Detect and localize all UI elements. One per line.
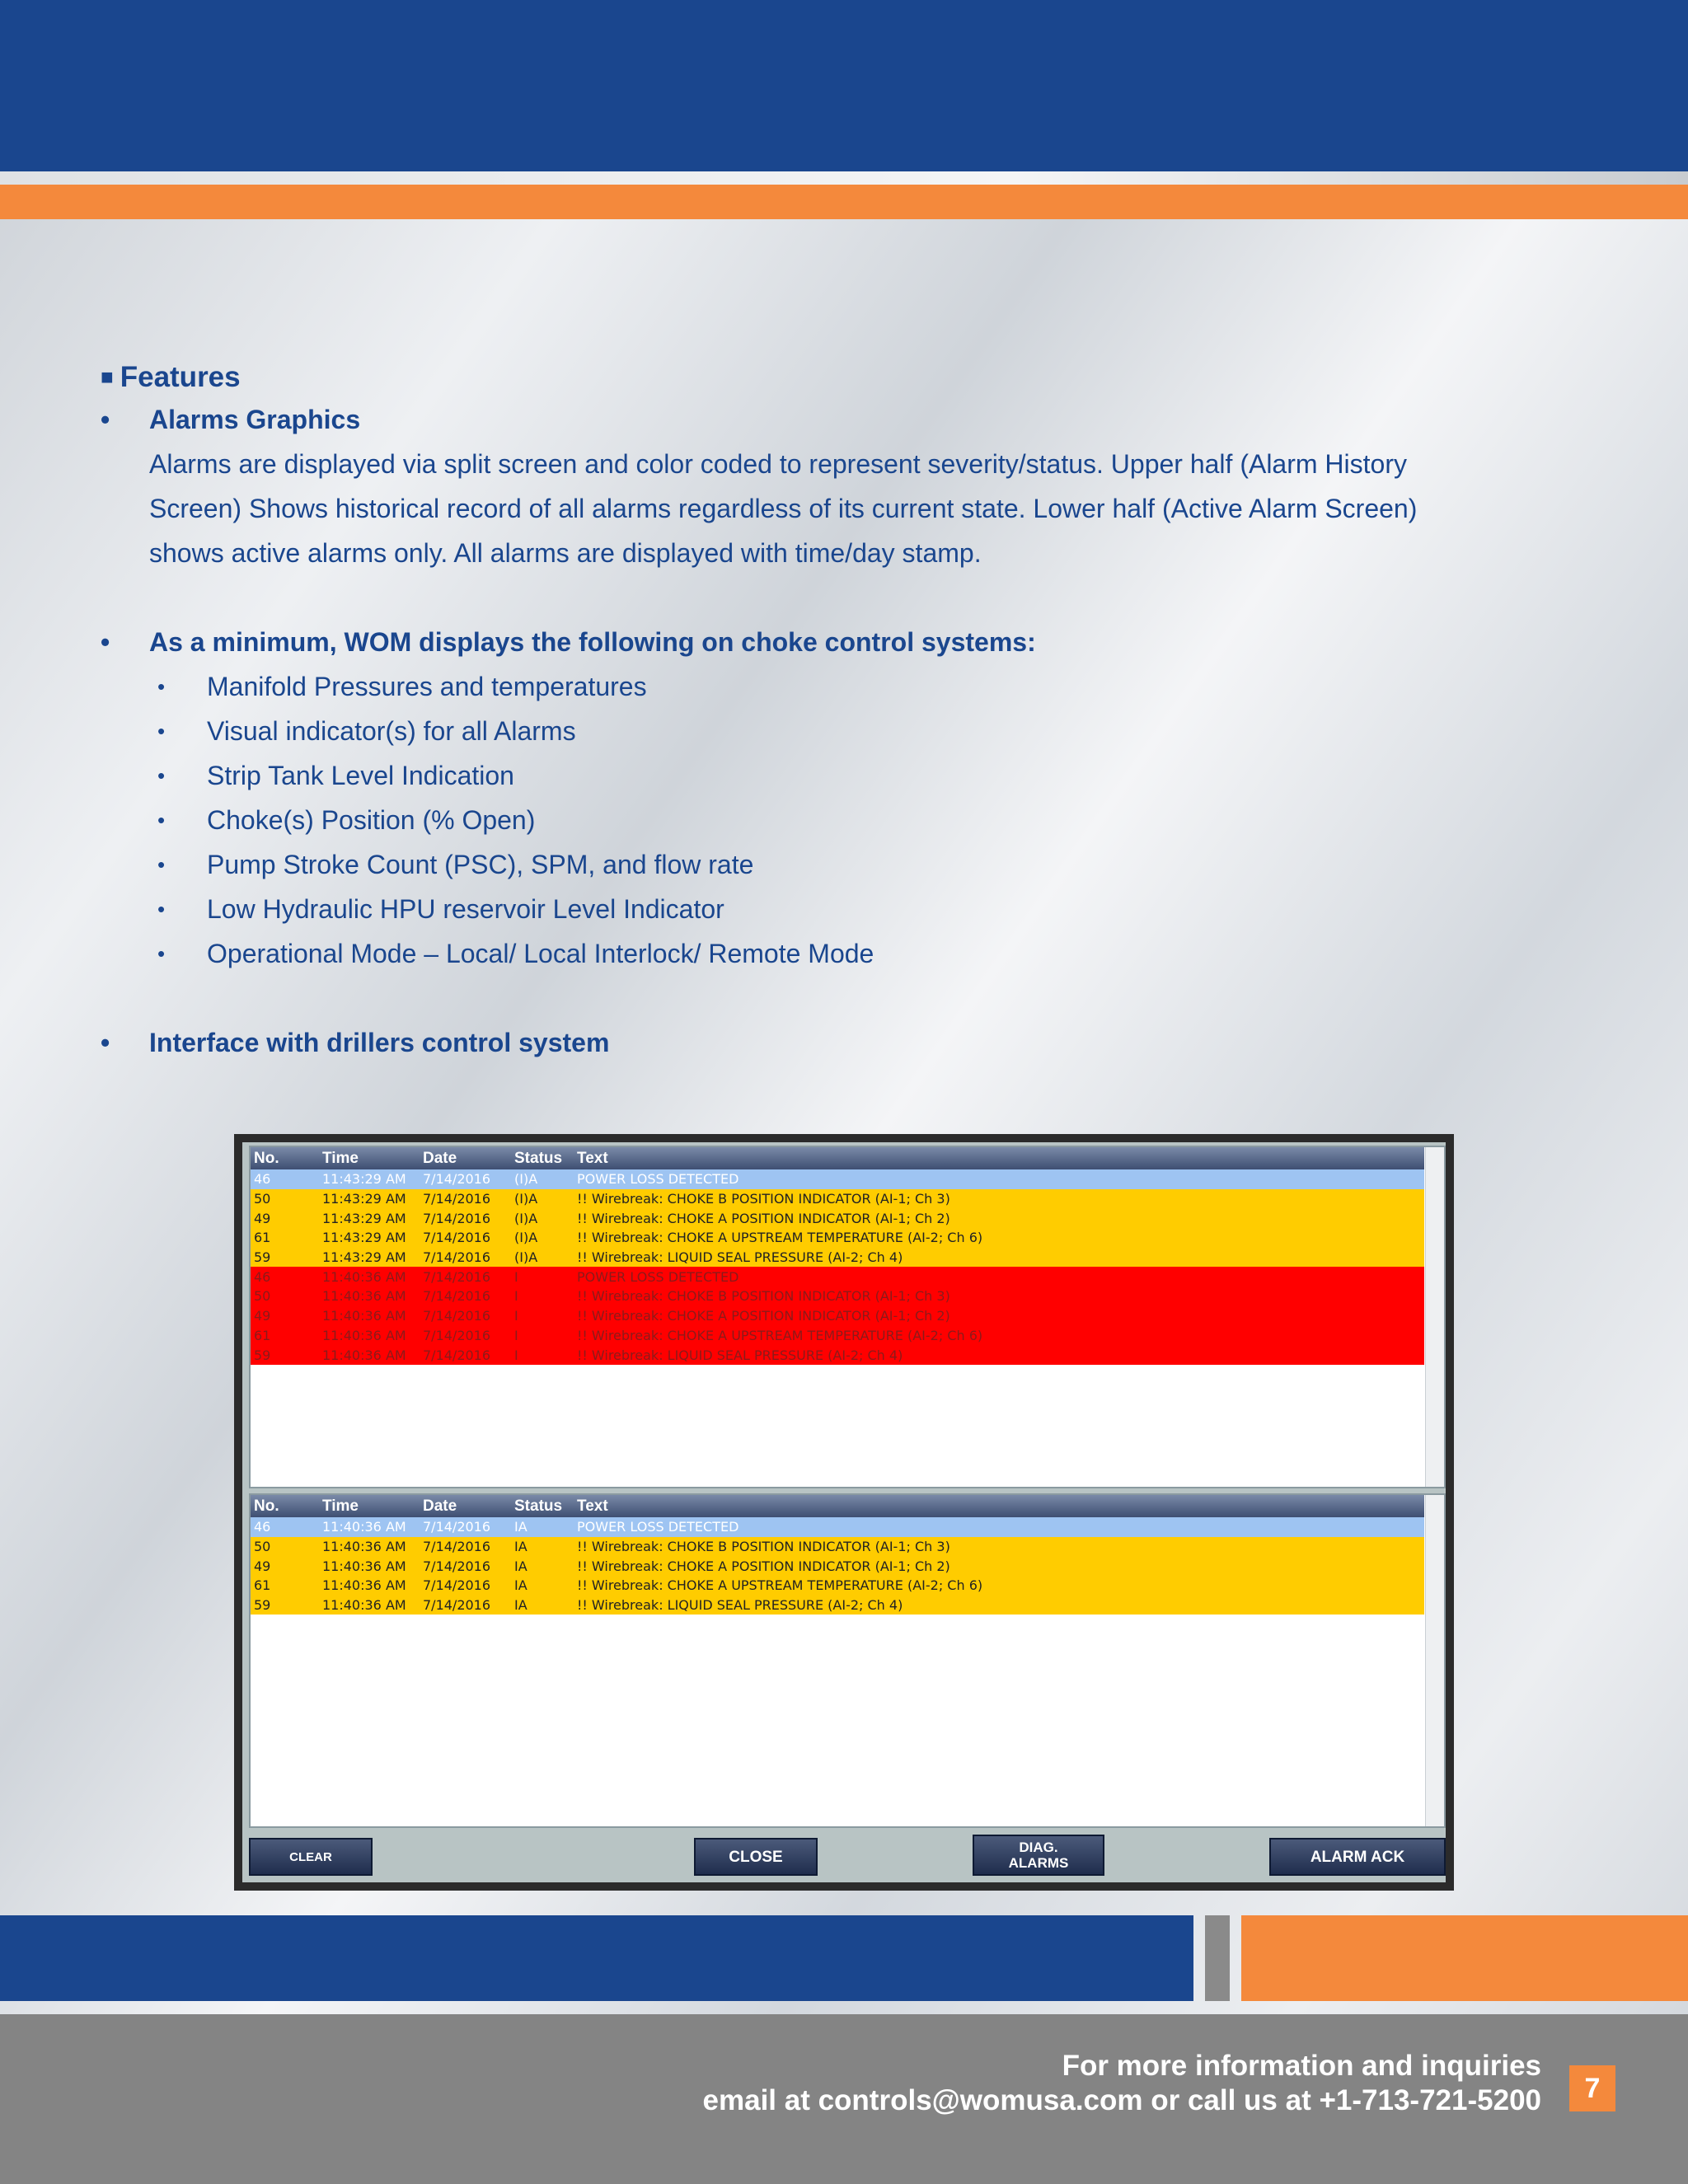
list-item: • Choke(s) Position (% Open): [101, 798, 1502, 842]
alarm-screen-window: [234, 1134, 1454, 1891]
cell-text: POWER LOSS DETECTED: [577, 1268, 739, 1285]
table-row[interactable]: [251, 1326, 1424, 1346]
footer-line-2: email at controls@womusa.com or call us at +1-713-721-5200: [702, 2084, 1541, 2116]
column-header-time[interactable]: Time: [322, 1149, 359, 1167]
cell-no: 49: [254, 1308, 271, 1324]
cell-time: 11:40:36 AM: [322, 1577, 406, 1594]
cell-text: !! Wirebreak: CHOKE A UPSTREAM TEMPERATURE (AI-2; Ch 6): [577, 1230, 983, 1246]
cell-no: 46: [254, 1171, 271, 1188]
cell-date: 7/14/2016: [423, 1347, 491, 1363]
cell-text: !! Wirebreak: LIQUID SEAL PRESSURE (AI-2; Ch 4): [577, 1597, 903, 1614]
table-row[interactable]: [251, 1596, 1424, 1615]
table-row[interactable]: [251, 1267, 1424, 1286]
cell-status: I: [514, 1308, 518, 1324]
cell-status: IA: [514, 1519, 528, 1535]
column-header-no[interactable]: No.: [254, 1149, 279, 1167]
alarm-history-pane[interactable]: [249, 1146, 1446, 1488]
features-section: [101, 356, 1502, 1065]
table-row[interactable]: [251, 1248, 1424, 1268]
cell-no: 46: [254, 1268, 271, 1285]
cell-time: 11:43:29 AM: [322, 1171, 406, 1188]
cell-no: 61: [254, 1327, 271, 1343]
cell-date: 7/14/2016: [423, 1230, 491, 1246]
cell-time: 11:40:36 AM: [322, 1308, 406, 1324]
footer-contact: [703, 2049, 1541, 2118]
active-alarm-pane[interactable]: [249, 1493, 1446, 1828]
cell-date: 7/14/2016: [423, 1519, 491, 1535]
cell-date: 7/14/2016: [423, 1308, 491, 1324]
alarm-screen-body: [242, 1142, 1446, 1882]
diag-alarms-label-line-1: DIAG.: [1019, 1840, 1058, 1855]
table-row[interactable]: [251, 1576, 1424, 1596]
cell-date: 7/14/2016: [423, 1539, 491, 1555]
cell-no: 59: [254, 1347, 271, 1363]
cell-no: 50: [254, 1191, 271, 1207]
alarms-graphics-title: • Alarms Graphics: [101, 397, 1502, 442]
cell-time: 11:43:29 AM: [322, 1230, 406, 1246]
cell-time: 11:40:36 AM: [322, 1327, 406, 1343]
cell-status: I: [514, 1347, 518, 1363]
footer-line-1: For more information and inquiries: [1062, 2050, 1541, 2082]
cell-time: 11:43:29 AM: [322, 1249, 406, 1266]
column-header-date[interactable]: Date: [423, 1497, 457, 1515]
cell-status: (I)A: [514, 1171, 538, 1188]
alarm-ack-button[interactable]: ALARM ACK: [1269, 1838, 1446, 1876]
list-item: • Operational Mode – Local/ Local Interlock/ Remote Mode: [101, 931, 1502, 976]
column-header-status[interactable]: Status: [514, 1149, 563, 1167]
column-header-text[interactable]: Text: [577, 1497, 608, 1515]
table-row[interactable]: [251, 1345, 1424, 1365]
active-alarm-scrollbar[interactable]: [1425, 1495, 1444, 1826]
alarms-paragraph-line-1: Alarms are displayed via split screen and color coded to represent severity/status. Upper half (Alarm History: [149, 449, 1407, 479]
cell-text: POWER LOSS DETECTED: [577, 1519, 739, 1535]
cell-text: !! Wirebreak: CHOKE A UPSTREAM TEMPERATURE (AI-2; Ch 6): [577, 1577, 983, 1594]
table-row[interactable]: [251, 1189, 1424, 1209]
cell-status: IA: [514, 1597, 528, 1614]
cell-text: !! Wirebreak: CHOKE B POSITION INDICATOR (AI-1; Ch 3): [577, 1288, 950, 1305]
table-row[interactable]: [251, 1556, 1424, 1576]
footer-orange-band: [1241, 1915, 1688, 2001]
cell-status: IA: [514, 1577, 528, 1594]
diag-alarms-button[interactable]: [973, 1835, 1104, 1876]
cell-date: 7/14/2016: [423, 1597, 491, 1614]
footer-blue-band: [0, 1915, 1193, 2001]
cell-time: 11:40:36 AM: [322, 1347, 406, 1363]
cell-no: 49: [254, 1558, 271, 1574]
cell-text: !! Wirebreak: CHOKE A POSITION INDICATOR (AI-1; Ch 2): [577, 1558, 950, 1574]
alarm-history-rows: [251, 1169, 1424, 1365]
cell-no: 50: [254, 1539, 271, 1555]
features-heading: ■ Features: [101, 361, 241, 393]
header-silver-band: [0, 171, 1688, 185]
table-row[interactable]: [251, 1286, 1424, 1306]
cell-time: 11:43:29 AM: [322, 1210, 406, 1226]
cell-text: !! Wirebreak: CHOKE A POSITION INDICATOR (AI-1; Ch 2): [577, 1308, 950, 1324]
table-row[interactable]: [251, 1537, 1424, 1557]
cell-text: !! Wirebreak: CHOKE B POSITION INDICATOR (AI-1; Ch 3): [577, 1539, 950, 1555]
alarm-history-header: [251, 1147, 1424, 1169]
page-number: 7: [1569, 2065, 1615, 2111]
clear-button[interactable]: CLEAR: [249, 1838, 373, 1876]
cell-no: 49: [254, 1210, 271, 1226]
cell-status: IA: [514, 1539, 528, 1555]
cell-status: I: [514, 1268, 518, 1285]
list-item: • Manifold Pressures and temperatures: [101, 664, 1502, 709]
cell-status: I: [514, 1327, 518, 1343]
cell-text: POWER LOSS DETECTED: [577, 1171, 739, 1188]
close-button[interactable]: CLOSE: [694, 1838, 818, 1876]
cell-no: 50: [254, 1288, 271, 1305]
cell-time: 11:40:36 AM: [322, 1288, 406, 1305]
cell-status: IA: [514, 1558, 528, 1574]
cell-date: 7/14/2016: [423, 1171, 491, 1188]
cell-time: 11:40:36 AM: [322, 1597, 406, 1614]
cell-text: !! Wirebreak: CHOKE A UPSTREAM TEMPERATURE (AI-2; Ch 6): [577, 1327, 983, 1343]
column-header-no[interactable]: No.: [254, 1497, 279, 1515]
column-header-time[interactable]: Time: [322, 1497, 359, 1515]
column-header-text[interactable]: Text: [577, 1149, 608, 1167]
cell-date: 7/14/2016: [423, 1577, 491, 1594]
table-row[interactable]: [251, 1208, 1424, 1228]
minimum-display-title: • As a minimum, WOM displays the following on choke control systems:: [101, 620, 1502, 664]
list-item: • Low Hydraulic HPU reservoir Level Indicator: [101, 887, 1502, 931]
header-blue-band: [0, 0, 1688, 171]
column-header-status[interactable]: Status: [514, 1497, 563, 1515]
active-alarm-rows: [251, 1517, 1424, 1615]
cell-text: !! Wirebreak: LIQUID SEAL PRESSURE (AI-2; Ch 4): [577, 1347, 903, 1363]
cell-time: 11:40:36 AM: [322, 1268, 406, 1285]
cell-no: 59: [254, 1249, 271, 1266]
header-orange-band: [0, 185, 1688, 219]
cell-status: (I)A: [514, 1230, 538, 1246]
active-alarm-header: [251, 1495, 1424, 1517]
cell-time: 11:40:36 AM: [322, 1539, 406, 1555]
list-item: • Strip Tank Level Indication: [101, 753, 1502, 798]
cell-time: 11:40:36 AM: [322, 1558, 406, 1574]
footer-gray-divider: [1205, 1915, 1230, 2001]
cell-date: 7/14/2016: [423, 1268, 491, 1285]
cell-time: 11:40:36 AM: [322, 1519, 406, 1535]
cell-time: 11:43:29 AM: [322, 1191, 406, 1207]
cell-date: 7/14/2016: [423, 1191, 491, 1207]
table-row[interactable]: [251, 1306, 1424, 1326]
cell-no: 59: [254, 1597, 271, 1614]
cell-status: (I)A: [514, 1210, 538, 1226]
cell-status: (I)A: [514, 1191, 538, 1207]
alarms-paragraph-line-2: Screen) Shows historical record of all alarms regardless of its current state. Lower half (Active Alarm Screen): [149, 494, 1418, 523]
cell-date: 7/14/2016: [423, 1249, 491, 1266]
cell-text: !! Wirebreak: LIQUID SEAL PRESSURE (AI-2; Ch 4): [577, 1249, 903, 1266]
list-item: • Pump Stroke Count (PSC), SPM, and flow rate: [101, 842, 1502, 887]
cell-no: 46: [254, 1519, 271, 1535]
list-item: • Visual indicator(s) for all Alarms: [101, 709, 1502, 753]
cell-text: !! Wirebreak: CHOKE B POSITION INDICATOR (AI-1; Ch 3): [577, 1191, 950, 1207]
cell-status: I: [514, 1288, 518, 1305]
cell-text: !! Wirebreak: CHOKE A POSITION INDICATOR (AI-1; Ch 2): [577, 1210, 950, 1226]
column-header-date[interactable]: Date: [423, 1149, 457, 1167]
cell-no: 61: [254, 1577, 271, 1594]
diag-alarms-label-line-2: ALARMS: [1008, 1855, 1069, 1871]
square-bullet-icon: ■: [101, 364, 114, 389]
table-row[interactable]: [251, 1517, 1424, 1537]
cell-status: (I)A: [514, 1249, 538, 1266]
alarms-paragraph-line-3: shows active alarms only. All alarms are displayed with time/day stamp.: [149, 538, 982, 568]
cell-date: 7/14/2016: [423, 1327, 491, 1343]
cell-date: 7/14/2016: [423, 1210, 491, 1226]
cell-no: 61: [254, 1230, 271, 1246]
table-row[interactable]: [251, 1228, 1424, 1248]
interface-title: • Interface with drillers control system: [101, 1020, 1502, 1065]
alarm-history-scrollbar[interactable]: [1425, 1147, 1444, 1487]
table-row[interactable]: [251, 1169, 1424, 1189]
cell-date: 7/14/2016: [423, 1288, 491, 1305]
cell-date: 7/14/2016: [423, 1558, 491, 1574]
